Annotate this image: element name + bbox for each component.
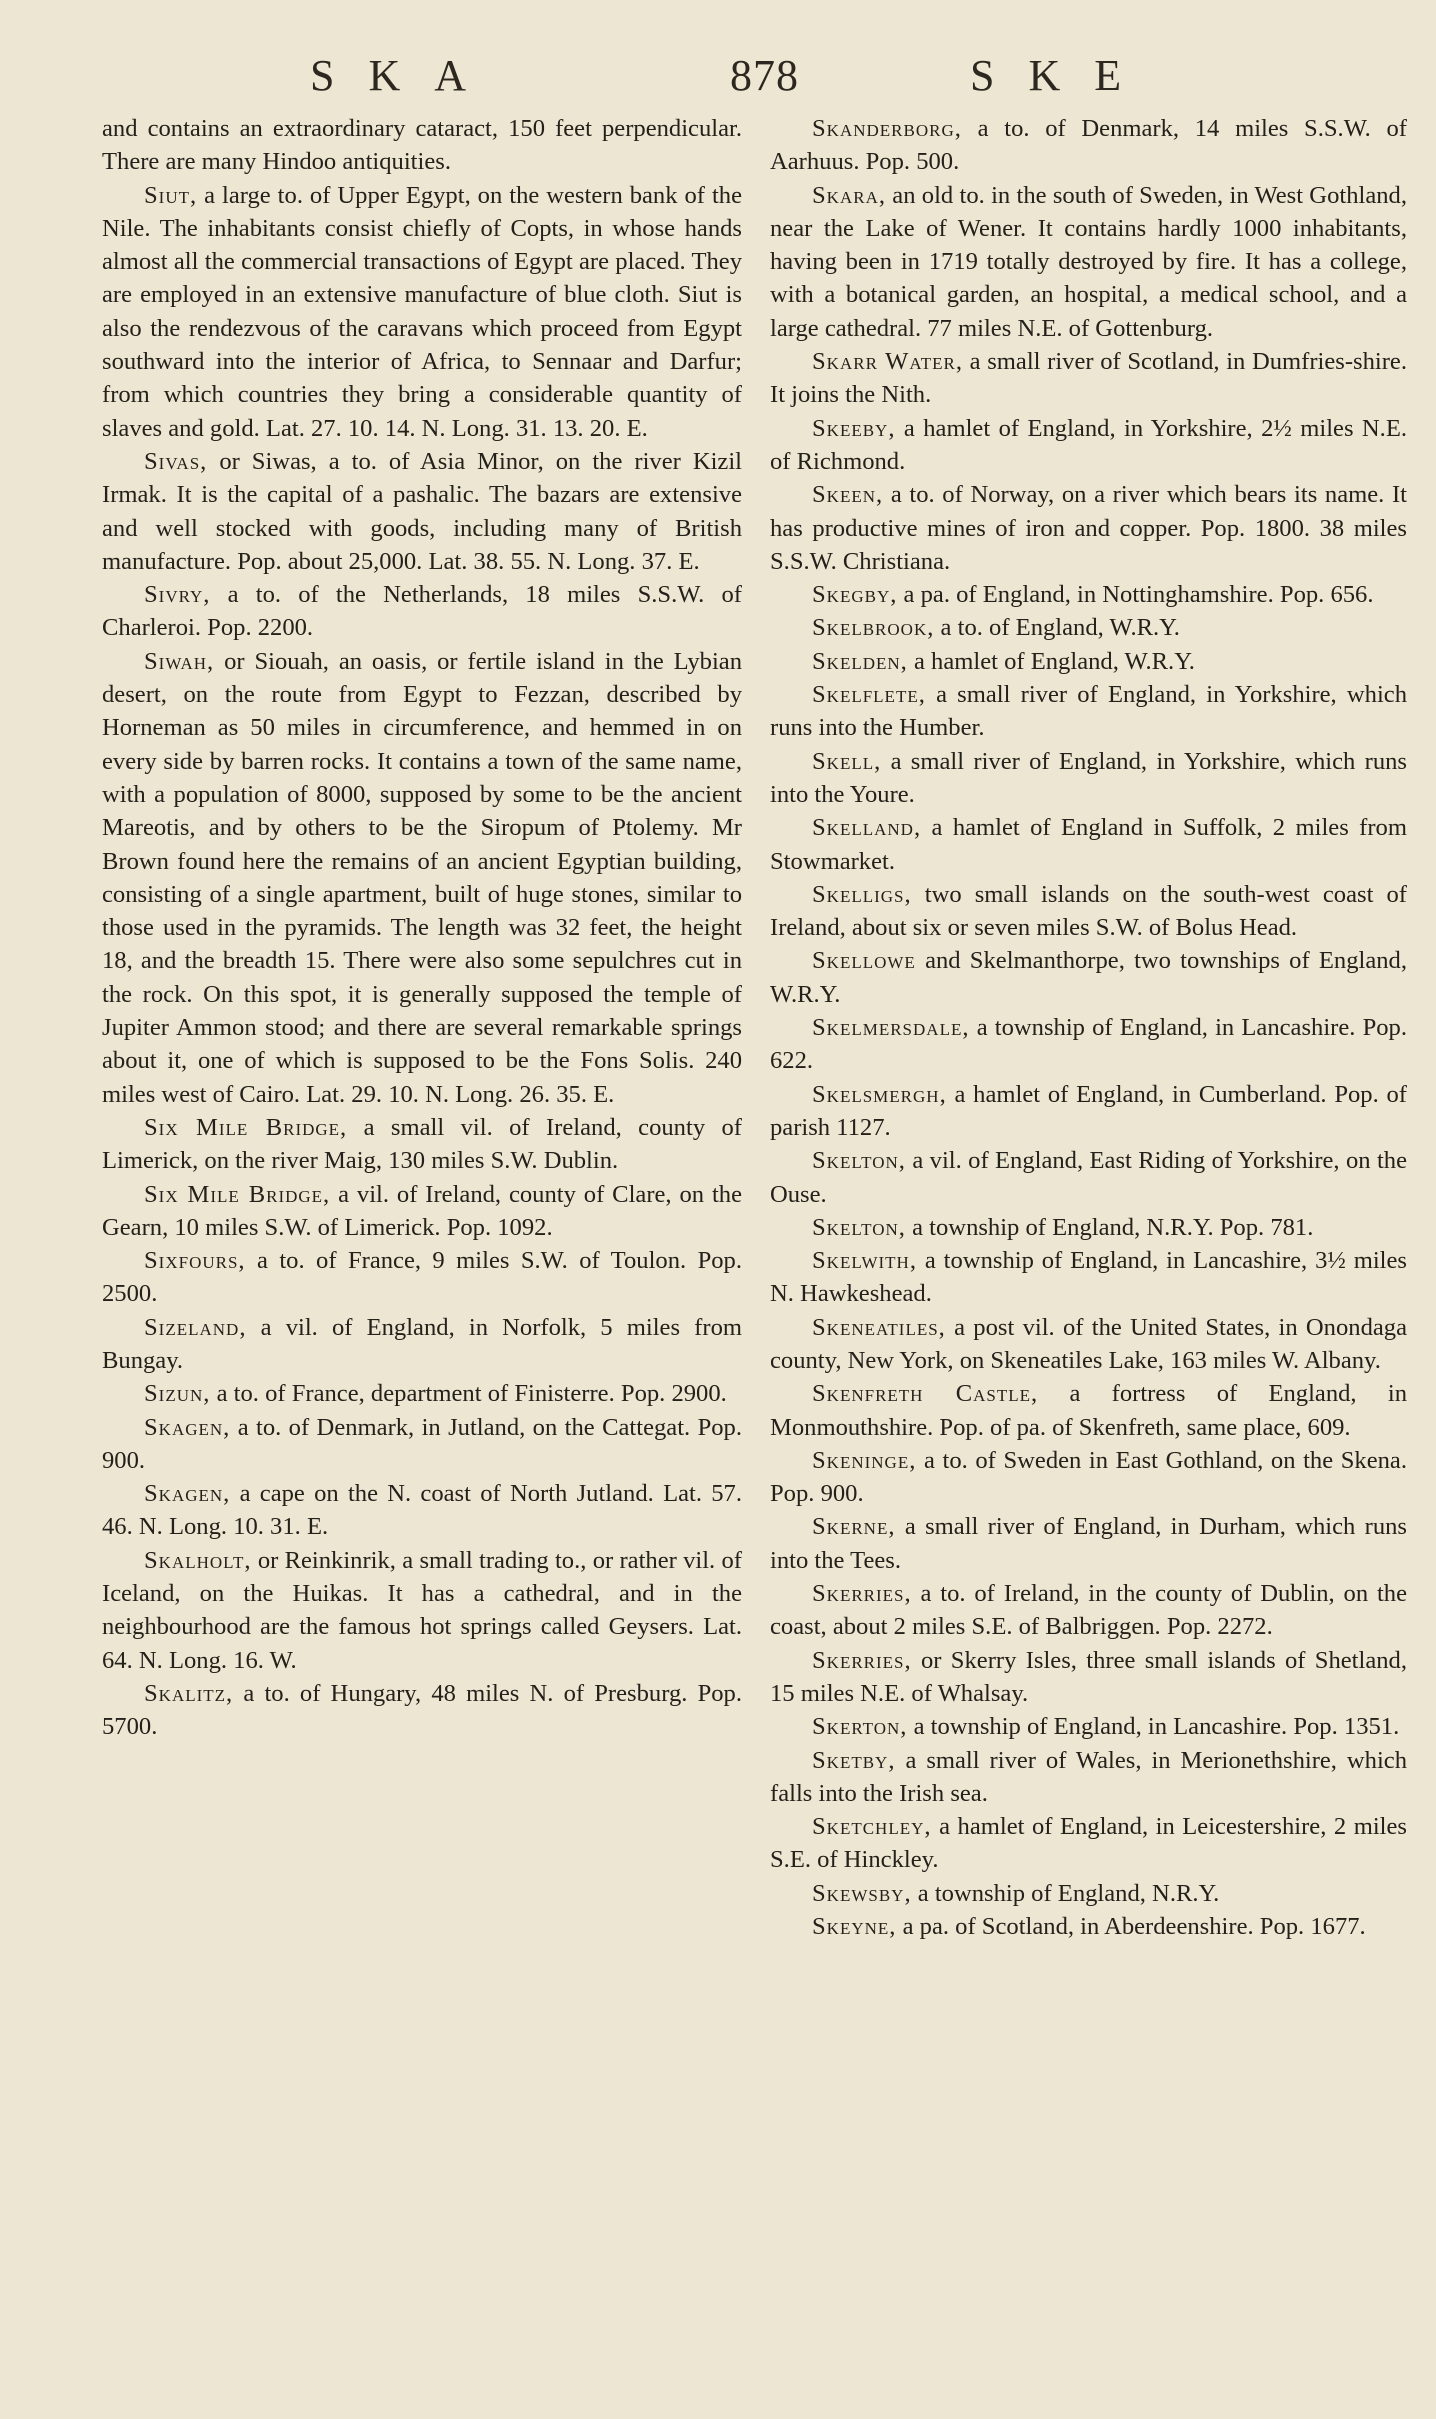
gazetteer-entry <box>770 1644 1407 1711</box>
entry-text: a cape on the N. coast of North Jutland. Lat. 57. 46. N. Long. 10. 31. E. <box>102 1480 742 1541</box>
entry-headword: Skalitz, <box>144 1679 234 1707</box>
entry-text: a small river of Wales, in Merionethshire, which falls into the Irish sea. <box>770 1746 1407 1807</box>
entry-headword: Skelton, <box>812 1213 906 1241</box>
entry-text: a hamlet of England, in Cumberland. Pop. of parish 1127. <box>770 1080 1407 1141</box>
entry-headword: Skenfreth Castle, <box>812 1380 1039 1408</box>
gazetteer-entry <box>102 112 742 179</box>
entry-headword: Sketby, <box>812 1746 896 1774</box>
entry-headword: Skelton, <box>812 1147 906 1175</box>
gazetteer-entry <box>770 345 1407 412</box>
gazetteer-entry <box>102 1111 742 1178</box>
entry-headword: Skelden, <box>812 647 908 675</box>
gazetteer-entry <box>102 179 742 445</box>
gazetteer-entry <box>102 1178 742 1245</box>
entry-text: a hamlet of England, in Leicestershire, 2 miles S.E. of Hinckley. <box>770 1813 1407 1874</box>
entry-headword: Skeyne, <box>812 1913 897 1941</box>
entry-text: a to. of Norway, on a river which bears its name. It has productive mines of iron and copper. Pop. 1800. 38 miles S.S.W. Christiana. <box>770 481 1407 575</box>
gazetteer-entry <box>770 578 1407 611</box>
entry-text: an old to. in the south of Sweden, in West Gothland, near the Lake of Wener. It contains hardly 1000 inhabitants, having been in 1719 totally destroyed by fire. It has a college, with a botanical garden, an hospital, a medical school, and a large cathedral. 77 miles N.E. of Gottenburg. <box>770 181 1407 342</box>
entry-text: a small river of England, in Durham, which runs into the Tees. <box>770 1513 1407 1574</box>
entry-headword: Skerries, <box>812 1580 912 1608</box>
gazetteer-entry <box>102 578 742 645</box>
entry-headword: Skelflete, <box>812 681 926 709</box>
entry-headword: Skara, <box>812 181 886 209</box>
gazetteer-entry <box>770 1510 1407 1577</box>
gazetteer-entry <box>770 1877 1407 1910</box>
gazetteer-entry <box>770 1011 1407 1078</box>
entry-headword: Skelwith, <box>812 1247 917 1275</box>
entry-headword: Six Mile Bridge, <box>144 1113 348 1141</box>
gazetteer-entry <box>102 1544 742 1677</box>
entry-headword: Skeeby, <box>812 414 896 442</box>
entry-text: a vil. of England, in Norfolk, 5 miles from Bungay. <box>102 1313 742 1374</box>
entry-text: a hamlet of England, W.R.Y. <box>913 647 1195 675</box>
header-left-word: SKA <box>310 51 501 100</box>
gazetteer-entry <box>102 1677 742 1744</box>
entry-headword: Sixfours, <box>144 1247 246 1275</box>
entry-text: a hamlet of England, in Yorkshire, 2½ miles N.E. of Richmond. <box>770 414 1408 475</box>
gazetteer-entry <box>770 645 1407 678</box>
right-column <box>770 112 1407 1943</box>
gazetteer-entry <box>770 1810 1407 1877</box>
entry-text: a to. of France, 9 miles S.W. of Toulon. Pop. 2500. <box>102 1247 742 1308</box>
entry-headword: Siwah, <box>144 647 215 675</box>
gazetteer-entry <box>102 445 742 578</box>
entry-headword: Skerne, <box>812 1513 896 1541</box>
entry-headword: Skeen, <box>812 481 884 509</box>
entry-headword: Skell, <box>812 747 882 775</box>
entry-text: a township of England, in Lancashire. Pop. 1351. <box>913 1713 1400 1741</box>
gazetteer-entry <box>770 811 1407 878</box>
gazetteer-entry <box>770 1377 1407 1444</box>
gazetteer-entry <box>102 1477 742 1544</box>
entry-text: a small river of England, in Yorkshire, which runs into the Humber. <box>770 681 1407 742</box>
entry-text: a small vil. of Ireland, county of Limerick, on the river Maig, 130 miles S.W. Dublin. <box>102 1113 742 1175</box>
gazetteer-entry <box>102 1411 742 1478</box>
left-column <box>102 112 742 1744</box>
entry-text: a to. of Sweden in East Gothland, on the Skena. Pop. 900. <box>770 1446 1407 1508</box>
entry-headword: Skegby, <box>812 581 898 609</box>
gazetteer-entry <box>770 1244 1407 1311</box>
gazetteer-entry <box>770 179 1407 345</box>
entry-text: a small river of Scotland, in Dumfries-shire. It joins the Nith. <box>770 348 1407 409</box>
gazetteer-entry <box>770 412 1407 479</box>
entry-headword: Sizun, <box>144 1380 211 1408</box>
gazetteer-entry <box>770 944 1407 1011</box>
entry-text: a to. of Hungary, 48 miles N. of Presburg. Pop. 5700. <box>102 1679 742 1741</box>
entry-headword: Skerries, <box>812 1646 912 1674</box>
entry-text: a post vil. of the United States, in Onondaga county, New York, on Skeneatiles Lake, 163 miles W. Albany. <box>770 1313 1407 1374</box>
entry-text: a pa. of Scotland, in Aberdeenshire. Pop. 1677. <box>902 1913 1366 1941</box>
gazetteer-entry <box>770 678 1407 745</box>
gazetteer-entry <box>770 1577 1407 1644</box>
entry-headword: Skelmersdale, <box>812 1014 970 1042</box>
gazetteer-entry <box>770 478 1407 578</box>
gazetteer-entry <box>102 1377 742 1410</box>
gazetteer-entry <box>770 1910 1407 1943</box>
gazetteer-entry <box>770 1211 1407 1244</box>
entry-headword: Sivas, <box>144 447 208 475</box>
entry-text: a to. of England, W.R.Y. <box>940 614 1180 642</box>
entry-text: a hamlet of England in Suffolk, 2 miles from Stowmarket. <box>770 814 1407 875</box>
entry-headword: Skerton, <box>812 1713 908 1741</box>
entry-text: a township of England, in Lancashire. Pop. 622. <box>770 1014 1407 1075</box>
gazetteer-entry <box>102 1244 742 1311</box>
entry-text: a township of England, N.R.Y. <box>917 1879 1220 1907</box>
entry-headword: Sketchley, <box>812 1813 932 1841</box>
entry-headword: Sizeland, <box>144 1313 247 1341</box>
running-header <box>300 50 1180 110</box>
gazetteer-entry <box>102 645 742 1111</box>
entry-text: a large to. of Upper Egypt, on the western bank of the Nile. The inhabitants consist chiefly of Copts, in whose hands almost all the commercial transactions of Egypt are placed. They are employed in an extensive manufacture of blue cloth. Siut is also the rendezvous of the caravans which proceed from Egypt southward into the interior of Africa, to Sennaar and Darfur; from which countries they bring a considerable quantity of slaves and gold. Lat. 27. 10. 14. N. Long. 31. 13. 20. E. <box>102 181 742 442</box>
gazetteer-entry <box>770 611 1407 644</box>
entry-text: or Siouah, an oasis, or fertile island in the Lybian desert, on the route from Egypt to Fezzan, described by Horneman as 50 miles in circumference, and hemmed in on every side by barren rocks. It contains a town of the same name, with a population of 8000, supposed by some to be the ancient Mareotis, and by others to be the Siropum of Ptolemy. Mr Brown found here the remains of an ancient Egyptian building, consisting of a single apartment, built of huge stones, similar to those used in the pyramids. The length was 32 feet, the height 18, and the breadth 15. There were also some sepulchres cut in the rock. On this spot, it is generally supposed the temple of Jupiter Ammon stood; and there are several remarkable springs about it, one of which is supposed to be the Fons Solis. 240 miles west of Cairo. Lat. 29. 10. N. Long. 26. 35. E. <box>102 647 742 1108</box>
entry-headword: Skelsmergh, <box>812 1080 947 1108</box>
gazetteer-entry <box>770 878 1407 945</box>
entry-text: a to. of Denmark, 14 miles S.S.W. of Aarhuus. Pop. 500. <box>770 115 1407 176</box>
entry-headword: Skelligs, <box>812 880 912 908</box>
entry-headword: Skanderborg, <box>812 115 962 142</box>
entry-text: two small islands on the south-west coast of Ireland, about six or seven miles S.W. of Bolus Head. <box>770 880 1407 942</box>
entry-text: a township of England, in Lancashire, 3½ miles N. Hawkeshead. <box>770 1247 1407 1308</box>
gazetteer-entry <box>770 1144 1407 1211</box>
entry-headword: Sivry, <box>144 581 211 609</box>
header-right-word: SKE <box>970 51 1156 100</box>
entry-headword: Skalholt, <box>144 1546 252 1574</box>
gazetteer-entry <box>770 1311 1407 1378</box>
entry-headword: Skelbrook, <box>812 614 935 642</box>
entry-text: a to. of Ireland, in the county of Dublin, on the coast, about 2 miles S.E. of Balbriggen. Pop. 2272. <box>770 1580 1408 1641</box>
entry-text: or Reinkinrik, a small trading to., or rather vil. of Iceland, on the Huikas. It has a cathedral, and in the neighbourhood are the famous hot springs called Geysers. Lat. 64. N. Long. 16. W. <box>102 1546 742 1674</box>
entry-text: a vil. of Ireland, county of Clare, on the Gearn, 10 miles S.W. of Limerick. Pop. 1092. <box>102 1180 742 1241</box>
entry-text: a to. of the Netherlands, 18 miles S.S.W. of Charleroi. Pop. 2200. <box>102 581 742 642</box>
entry-headword: Skeninge, <box>812 1446 917 1474</box>
entry-text: a small river of England, in Yorkshire, which runs into the Youre. <box>770 747 1407 808</box>
entry-headword: Skagen, <box>144 1480 231 1508</box>
gazetteer-entry <box>770 1710 1407 1743</box>
entry-headword: Skewsby, <box>812 1879 912 1907</box>
entry-headword: Skeneatiles, <box>812 1313 946 1341</box>
entry-text: a pa. of England, in Nottinghamshire. Pop. 656. <box>903 581 1374 609</box>
gazetteer-entry <box>770 1078 1407 1145</box>
entry-text: a fortress of England, in Monmouthshire. Pop. of pa. of Skenfreth, same place, 609. <box>770 1380 1407 1441</box>
entry-text: or Siwas, a to. of Asia Minor, on the river Kizil Irmak. It is the capital of a pashalic. The bazars are extensive and well stocked with goods, including many of British manufacture. Pop. about 25,000. Lat. 38. 55. N. Long. 37. E. <box>102 447 742 575</box>
entry-text: a vil. of England, East Riding of Yorkshire, on the Ouse. <box>770 1147 1407 1208</box>
gazetteer-entry <box>770 1744 1407 1811</box>
gazetteer-entry <box>102 1311 742 1378</box>
gazetteer-entry <box>770 112 1407 179</box>
entry-headword: Skarr Water, <box>812 348 963 376</box>
entry-headword: Siut, <box>144 181 198 209</box>
entry-text: a to. of Denmark, in Jutland, on the Cattegat. Pop. 900. <box>102 1413 742 1474</box>
page-number: 878 <box>730 51 799 100</box>
gazetteer-entry <box>770 1444 1407 1511</box>
entry-text: a township of England, N.R.Y. Pop. 781. <box>912 1213 1314 1241</box>
entry-text: a to. of France, department of Finisterre. Pop. 2900. <box>216 1380 727 1408</box>
entry-headword: Skelland, <box>812 814 922 842</box>
entry-text: and contains an extraordinary cataract, 150 feet perpendicular. There are many Hindoo antiquities. <box>102 115 742 176</box>
entry-headword: Six Mile Bridge, <box>144 1180 331 1208</box>
entry-headword: Skellowe <box>812 947 916 975</box>
entry-text: or Skerry Isles, three small islands of Shetland, 15 miles N.E. of Whalsay. <box>770 1646 1407 1707</box>
entry-headword: Skagen, <box>144 1413 231 1441</box>
entry-text: and Skelmanthorpe, two townships of England, W.R.Y. <box>770 947 1407 1008</box>
gazetteer-entry <box>770 745 1407 812</box>
